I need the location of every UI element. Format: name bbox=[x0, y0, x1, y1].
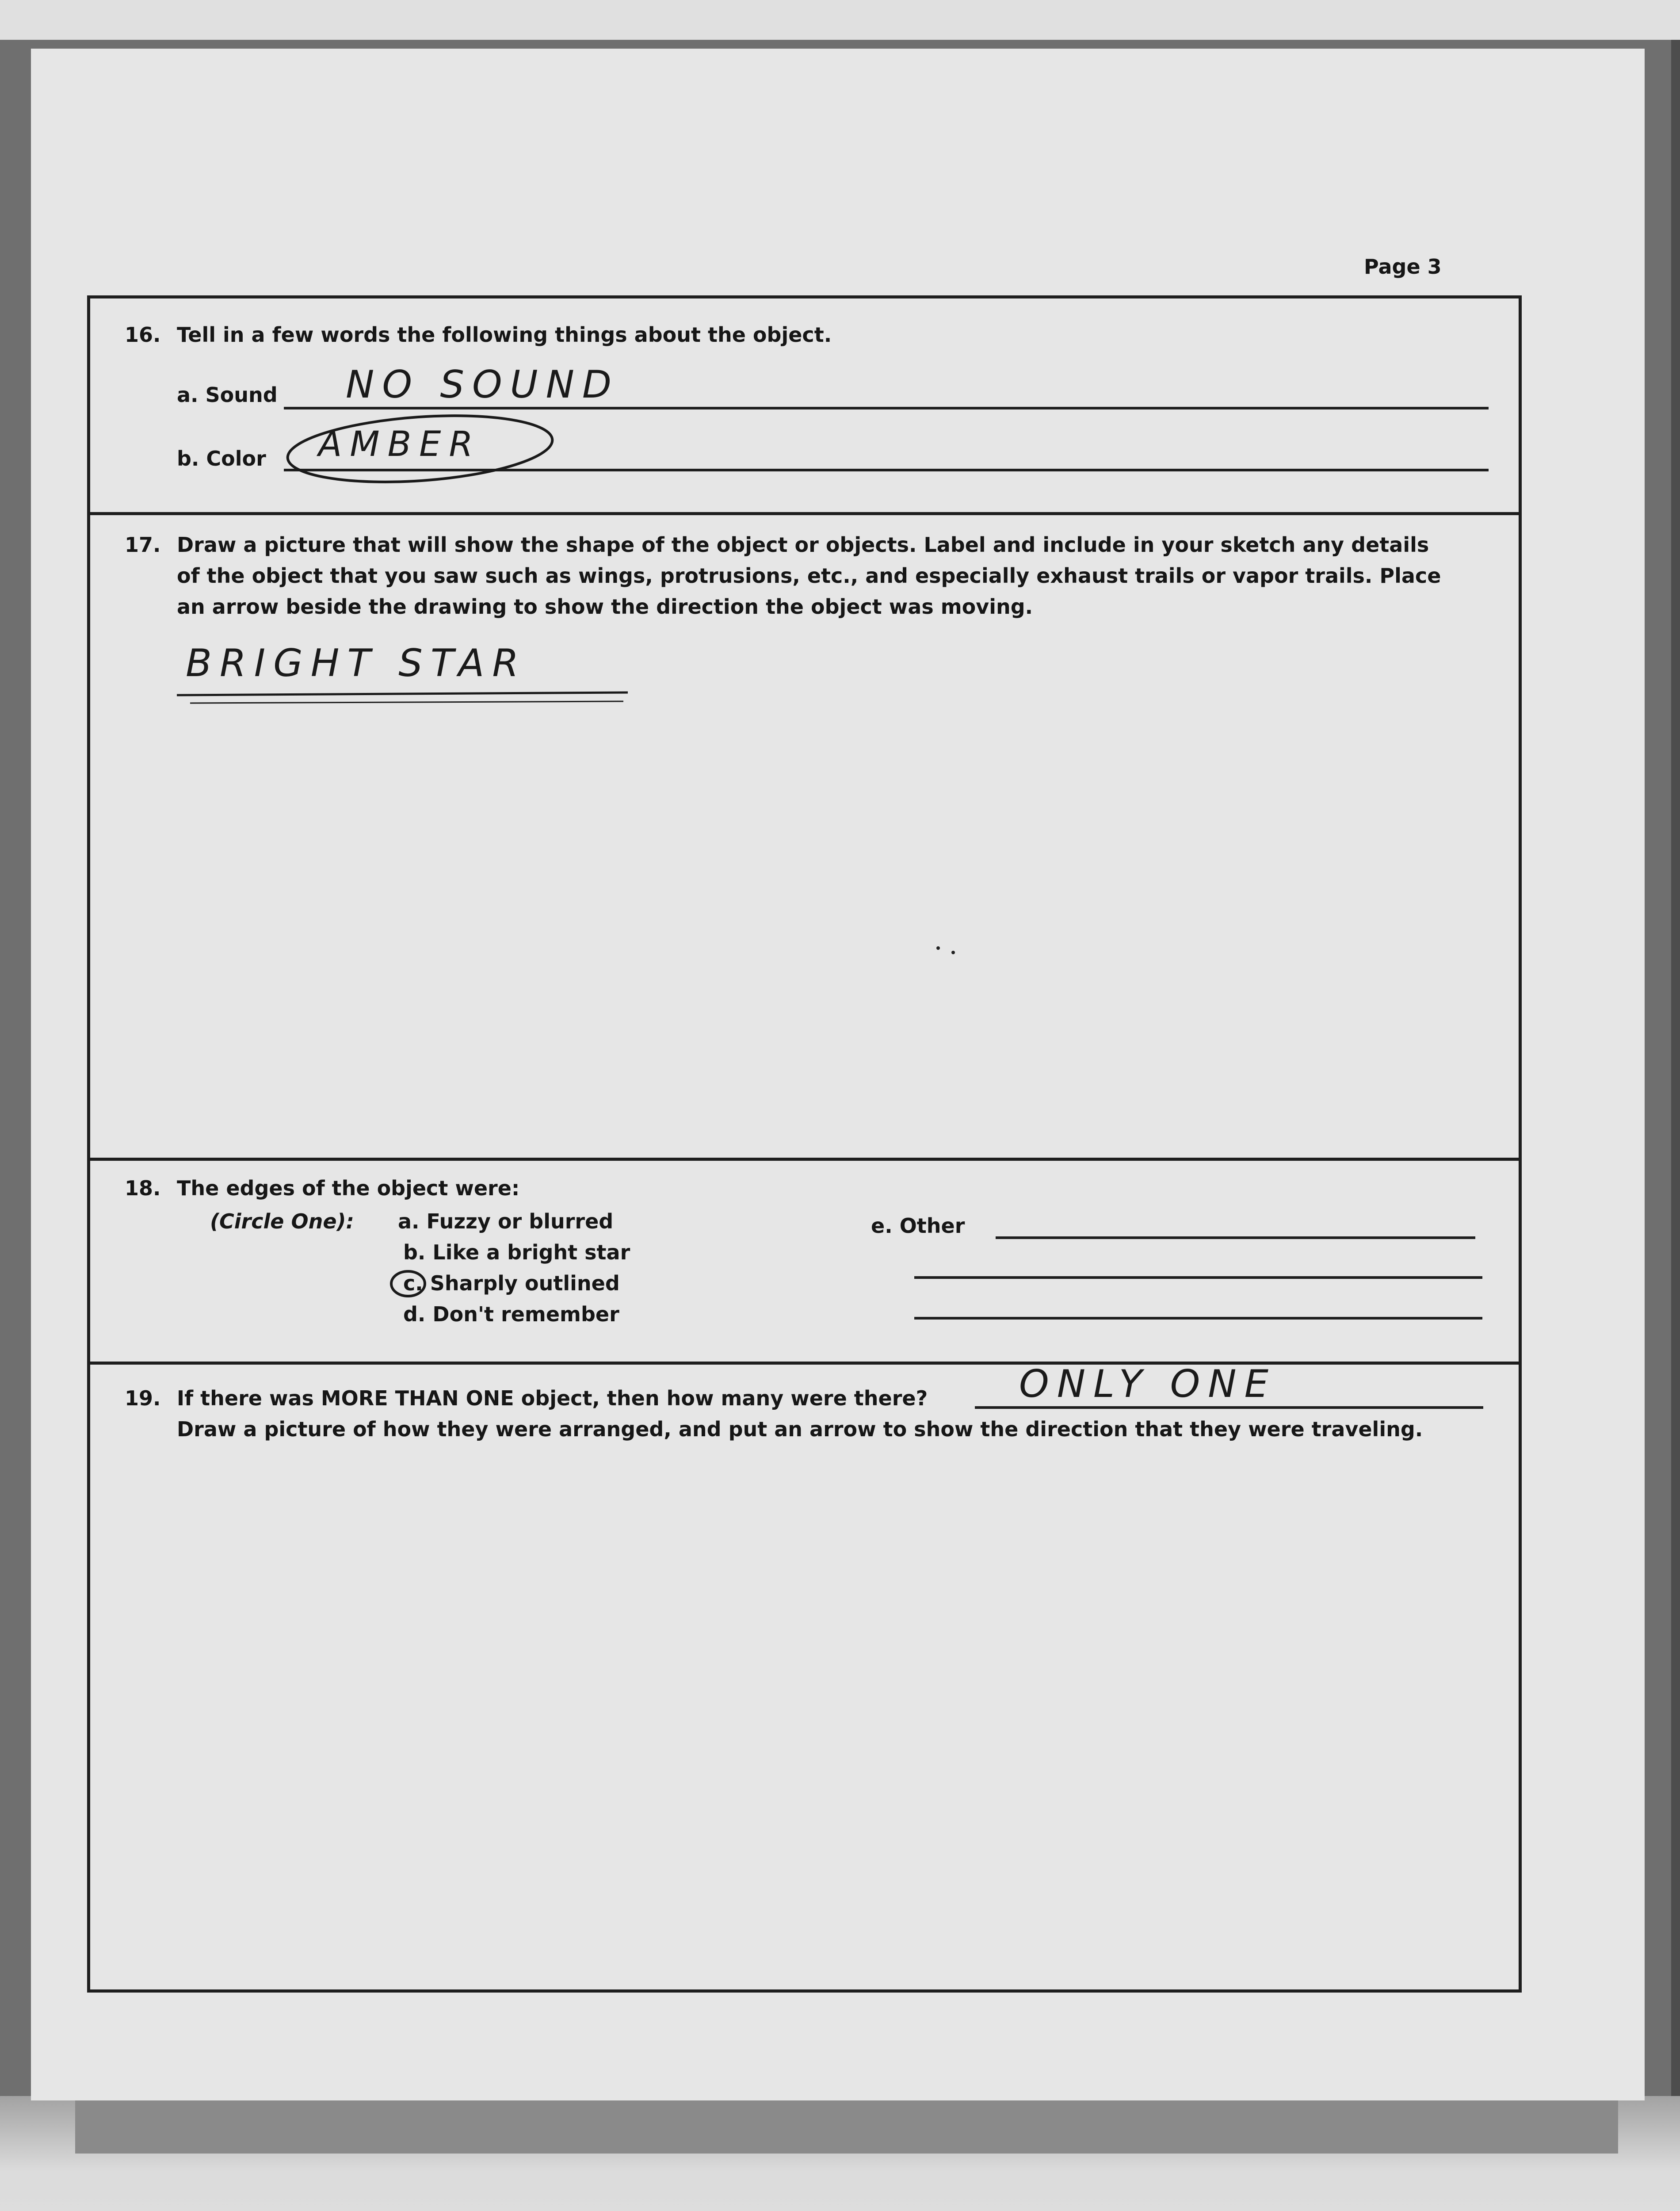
q16-sound-label: a. Sound bbox=[177, 383, 278, 407]
edge-option-b: b. Like a bright star bbox=[403, 1240, 630, 1264]
color-answer: AMBER bbox=[318, 425, 481, 464]
q16-prompt: Tell in a few words the following things about the object. bbox=[177, 323, 832, 347]
page-number: Page 3 bbox=[1364, 255, 1442, 279]
count-answer-line bbox=[975, 1406, 1483, 1409]
edge-option-c: c. Sharply outlined bbox=[403, 1271, 620, 1295]
edge-option-d: d. Don't remember bbox=[403, 1302, 619, 1326]
other-label: e. Other bbox=[871, 1214, 965, 1238]
sound-answer-line bbox=[284, 407, 1489, 409]
q18-prompt: The edges of the object were: bbox=[177, 1176, 520, 1200]
q19-number: 19. bbox=[125, 1386, 161, 1410]
count-answer: ONLY ONE bbox=[1019, 1362, 1276, 1406]
sound-answer: NO SOUND bbox=[346, 363, 620, 407]
scan-right-edge bbox=[1671, 40, 1680, 2145]
q17-number: 17. bbox=[125, 533, 161, 557]
stray-mark bbox=[951, 951, 955, 954]
q16-color-label: b. Color bbox=[177, 447, 266, 471]
other-line-1 bbox=[996, 1236, 1475, 1239]
page-shadow bbox=[75, 2096, 1618, 2154]
q17-line1: Draw a picture that will show the shape of the object or objects. Label and include in your sketch any details bbox=[177, 533, 1429, 557]
divider-18-19 bbox=[90, 1362, 1519, 1365]
sketch-underline bbox=[172, 690, 632, 708]
other-line-3 bbox=[914, 1317, 1482, 1320]
other-line-2 bbox=[914, 1276, 1482, 1279]
q18-instruction: (Circle One): bbox=[210, 1209, 354, 1233]
divider-17-18 bbox=[90, 1158, 1519, 1161]
q17-line2: of the object that you saw such as wings, protrusions, etc., and especially exhaust trails or vapor trails. Place bbox=[177, 564, 1441, 588]
sketch-answer: BRIGHT STAR bbox=[186, 641, 527, 685]
q16-number: 16. bbox=[125, 323, 161, 347]
stray-mark bbox=[936, 946, 940, 950]
divider-16-17 bbox=[90, 512, 1519, 515]
q17-line3: an arrow beside the drawing to show the direction the object was moving. bbox=[177, 595, 1033, 619]
scan-top-strip bbox=[0, 0, 1680, 40]
selected-option-circle bbox=[388, 1268, 428, 1299]
edge-option-a: a. Fuzzy or blurred bbox=[398, 1209, 614, 1233]
q19-line1: If there was MORE THAN ONE object, then how many were there? bbox=[177, 1386, 928, 1410]
q18-number: 18. bbox=[125, 1176, 161, 1200]
q19-line2: Draw a picture of how they were arranged, and put an arrow to show the direction that they were traveling. bbox=[177, 1417, 1423, 1441]
